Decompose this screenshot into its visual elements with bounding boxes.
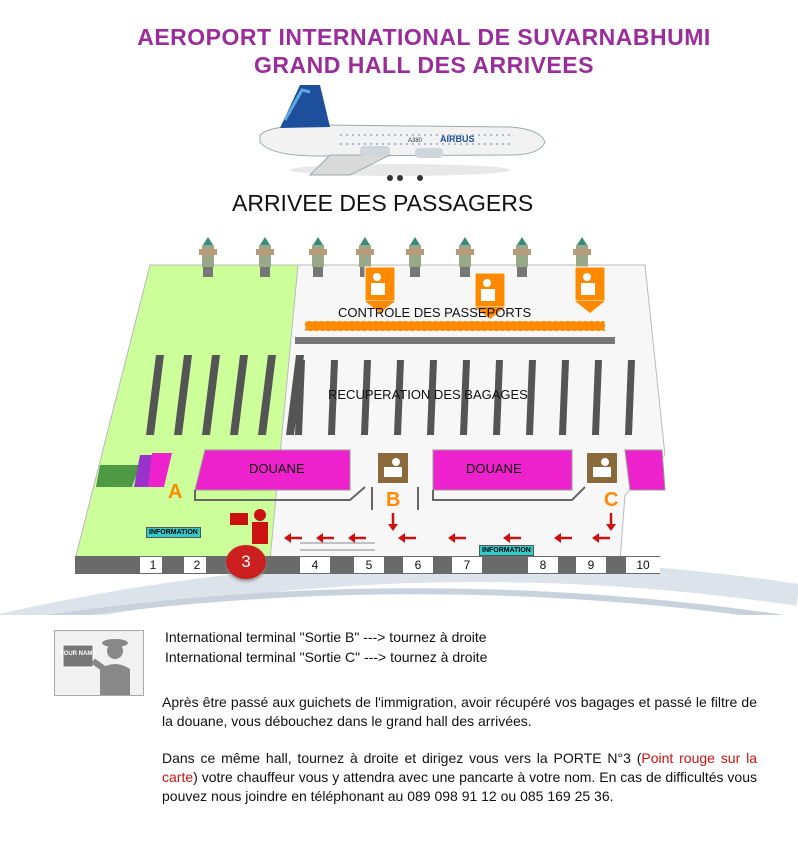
- gate-4: 4: [311, 558, 319, 572]
- customs-officer-icon: [378, 453, 408, 483]
- section-title: ARRIVEE DES PASSAGERS: [232, 190, 534, 216]
- direction-exit-b: International terminal "Sortie B" ---> tournez à droite: [165, 629, 487, 645]
- airbus-plane-image: [240, 80, 560, 185]
- instructions-text: [162, 693, 757, 824]
- passport-desks: [305, 321, 605, 331]
- customs-officer-icon: [587, 453, 617, 483]
- zone-baggage-label: RECUPERATION DES BAGAGES: [328, 387, 528, 402]
- customs-right-label: DOUANE: [466, 461, 522, 476]
- customs-far-right: [625, 450, 665, 490]
- gate-9: 9: [587, 558, 595, 572]
- gate-10: 10: [636, 558, 650, 572]
- meeting-point-gate-3: 3: [226, 545, 266, 579]
- paragraph-1: Après être passé aux guichets de l'immigration, avoir récupéré vos bagages et passé le filtre de la douane, vous débouchez dans le grand hall des arrivées.: [162, 694, 757, 729]
- page-subtitle: GRAND HALL DES ARRIVEES: [254, 52, 594, 78]
- sign-text: YOUR NAME: [59, 651, 97, 657]
- gate-5: 5: [365, 558, 373, 572]
- gate-6: 6: [414, 558, 422, 572]
- information-desk-2: INFORMATION: [479, 545, 534, 556]
- driver-sign-icon: [54, 630, 144, 696]
- paragraph-2: Dans ce même hall, tournez à droite et dirigez vous vers la PORTE N°3 (Point rouge sur la carte) votre chauffeur vous y attendra avec une pancarte à votre nom. En cas de difficultés vous pouvez nous joindre en téléphonant au 089 098 91 12 ou 085 169 25 36.: [162, 750, 757, 804]
- exit-directions: [165, 627, 487, 667]
- exit-c-label: C: [604, 489, 619, 511]
- arrival-hall-map: [0, 225, 798, 615]
- passport-barrier: [295, 337, 615, 344]
- exit-b-label: B: [386, 489, 401, 511]
- gate-2: 2: [193, 558, 201, 572]
- direction-exit-c: International terminal "Sortie C" ---> tournez à droite: [165, 649, 488, 665]
- information-desk-1: INFORMATION: [146, 527, 201, 538]
- zone-passport-label: CONTROLE DES PASSEPORTS: [338, 305, 532, 320]
- gate-7: 7: [463, 558, 471, 572]
- red-dot-note: Point rouge sur la carte: [162, 750, 757, 785]
- exit-a-label: A: [168, 481, 183, 503]
- plane-brand: AIRBUS: [440, 134, 475, 144]
- gate-1: 1: [149, 558, 157, 572]
- gate-8: 8: [539, 558, 547, 572]
- page-title: AEROPORT INTERNATIONAL DE SUVARNABHUMI: [137, 24, 711, 50]
- plane-model: A380: [408, 138, 423, 144]
- customs-left-label: DOUANE: [249, 461, 305, 476]
